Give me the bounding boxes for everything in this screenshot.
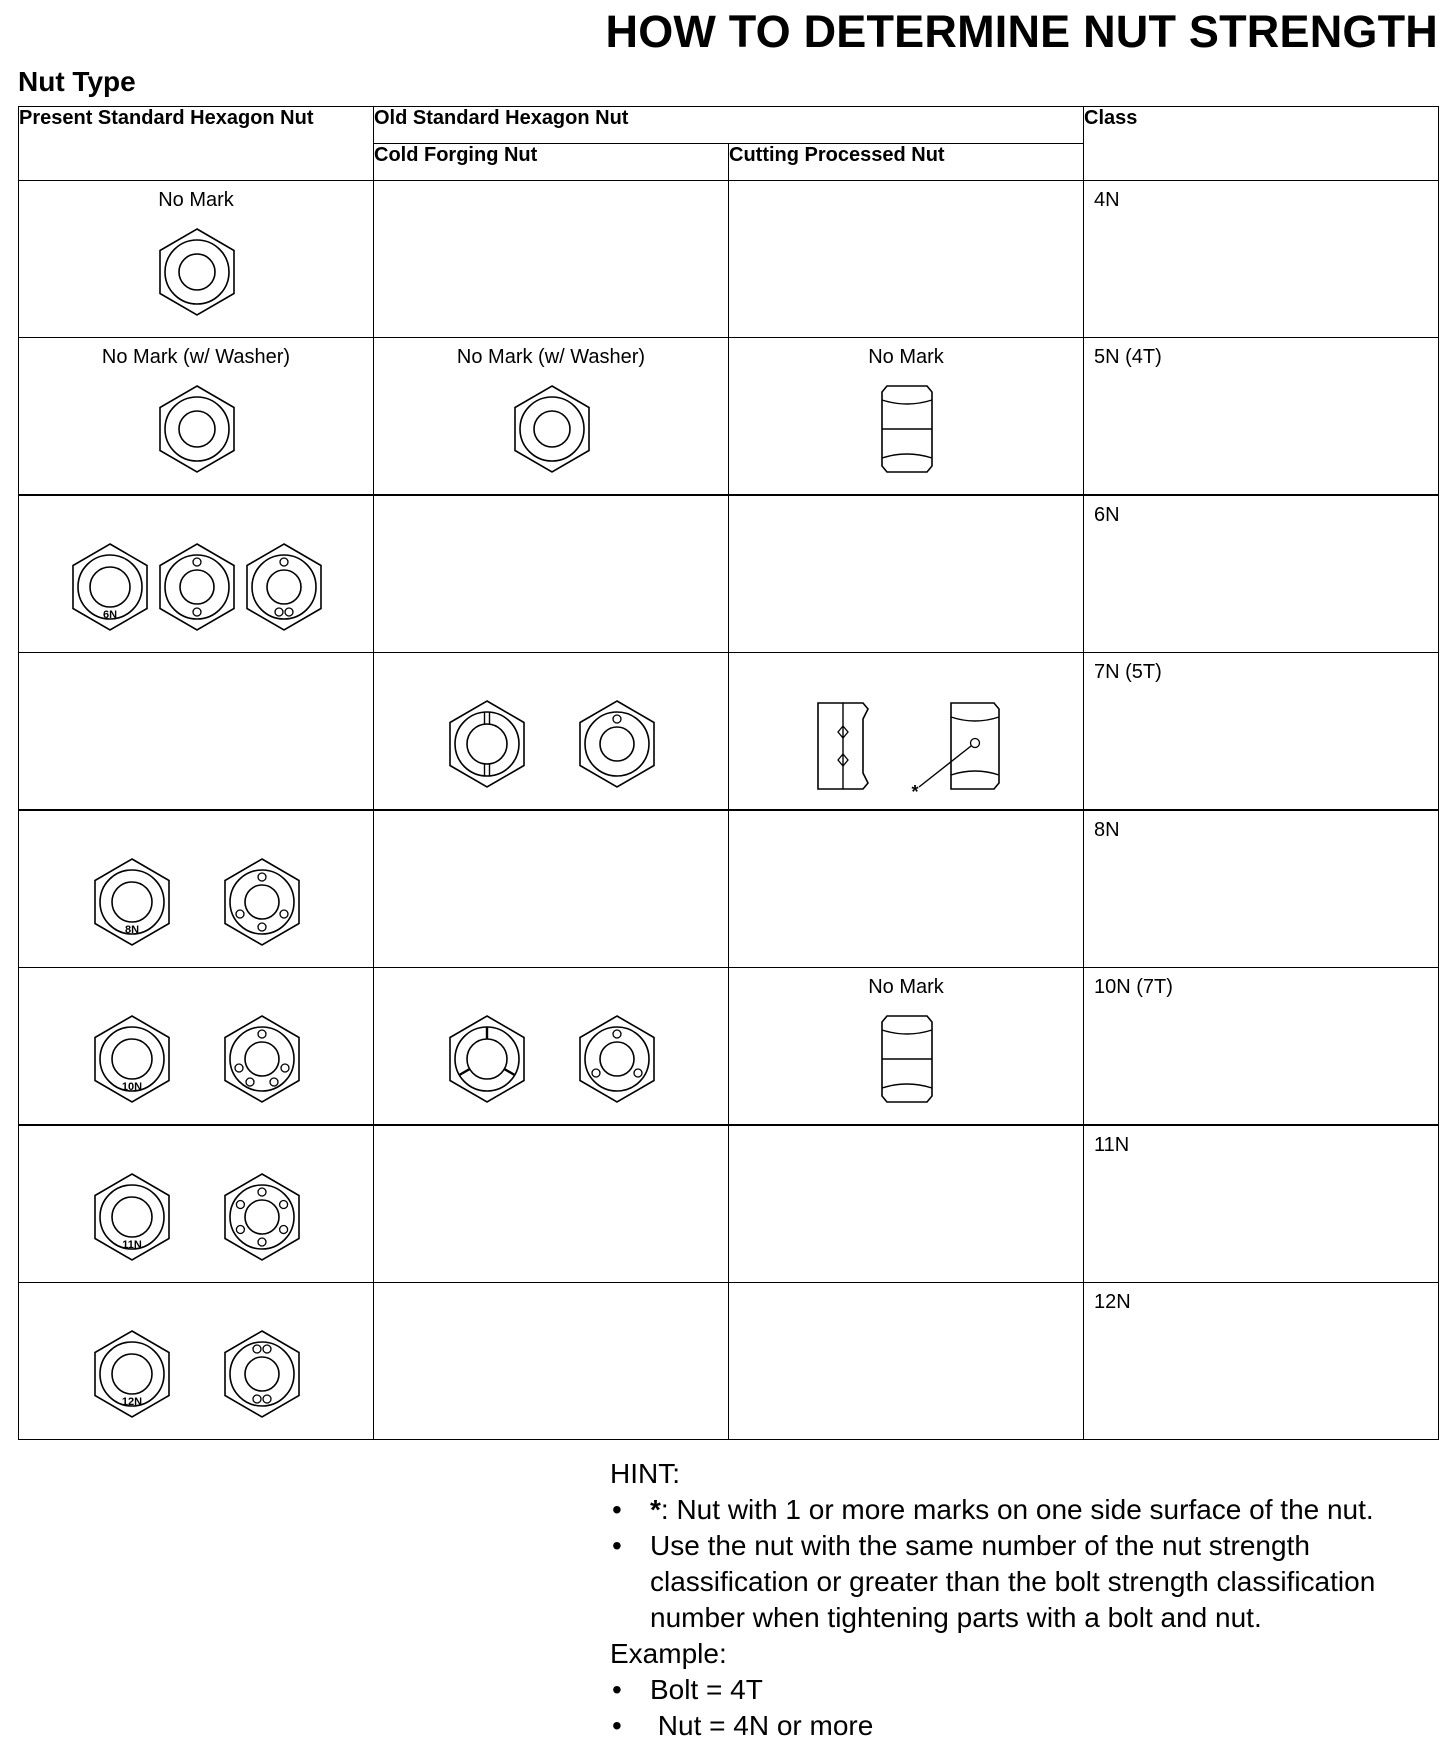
- section-label: Nut Type: [18, 66, 136, 97]
- class-label: 5N (4T): [1094, 346, 1162, 368]
- cutting-label: No Mark: [868, 976, 944, 998]
- class-label: 10N (7T): [1094, 976, 1173, 998]
- hint-title: HINT:: [610, 1458, 680, 1489]
- hex-nut-six-dot-icon: [222, 1172, 302, 1262]
- hint-asterisk: *: [650, 1494, 661, 1525]
- hex-nut-6n-stamp-icon: [70, 542, 150, 632]
- plain-hex-nut-icon: [157, 227, 237, 317]
- page-title: HOW TO DETERMINE NUT STRENGTH: [605, 6, 1438, 57]
- stamp-10n: 10N: [121, 1081, 143, 1093]
- bullet: •: [612, 1710, 622, 1741]
- table-row: [19, 495, 1439, 653]
- table-row: [19, 338, 1439, 496]
- hint-text: Use the nut with the same number of the nut strength classification or greater than the bolt strength classification number when tightening parts with a bolt and nut.: [650, 1530, 1376, 1633]
- hex-nut-three-slot-icon: [447, 1014, 527, 1104]
- hex-nut-three-dot-icon: [577, 1014, 657, 1104]
- hint-list: [610, 1492, 1440, 1636]
- hex-nut-one-dot-icon: [577, 699, 657, 789]
- list-item: [610, 1672, 1440, 1708]
- present-label: No Mark (w/ Washer): [101, 346, 291, 368]
- bullet: •: [612, 1530, 622, 1561]
- header-cold: Cold Forging Nut: [374, 144, 729, 181]
- hex-nut-12n-stamp-icon: [92, 1329, 172, 1419]
- list-item: [610, 1528, 1440, 1636]
- hex-nut-10n-stamp-icon: [92, 1014, 172, 1104]
- class-label: 7N (5T): [1094, 661, 1162, 683]
- table-row: [19, 968, 1439, 1126]
- example-text: Bolt = 4T: [650, 1674, 763, 1705]
- header-present: Present Standard Hexagon Nut: [19, 107, 374, 181]
- hex-nut-three-dot-icon: [244, 542, 324, 632]
- hint-block: [610, 1456, 1440, 1744]
- header-cutting: Cutting Processed Nut: [729, 144, 1084, 181]
- hex-nut-two-dot-icon: [157, 542, 237, 632]
- hex-nut-8n-stamp-icon: [92, 857, 172, 947]
- class-label: 12N: [1094, 1291, 1131, 1313]
- hint-text: : Nut with 1 or more marks on one side surface of the nut.: [660, 1494, 1374, 1525]
- list-item: [610, 1492, 1440, 1528]
- bullet: •: [612, 1674, 622, 1705]
- nut-side-view-icon: [879, 1014, 935, 1104]
- class-label: 11N: [1094, 1134, 1130, 1156]
- stamp-12n: 12N: [121, 1396, 143, 1408]
- class-label: 4N: [1094, 189, 1120, 211]
- cutting-label: No Mark: [868, 346, 944, 368]
- list-item: [610, 1708, 1440, 1744]
- bullet: •: [612, 1494, 622, 1525]
- washer-hex-nut-icon: [512, 384, 592, 474]
- example-title: Example:: [610, 1638, 727, 1669]
- hex-nut-11n-stamp-icon: [92, 1172, 172, 1262]
- hex-nut-four-dot-pairs-icon: [222, 1329, 302, 1419]
- cold-label: No Mark (w/ Washer): [456, 346, 646, 368]
- header-old: Old Standard Hexagon Nut: [374, 107, 1084, 144]
- table-row: [19, 181, 1439, 338]
- present-label: No Mark: [158, 189, 234, 211]
- table-row: [19, 1125, 1439, 1283]
- hex-nut-five-dot-icon: [222, 1014, 302, 1104]
- washer-hex-nut-icon: [157, 384, 237, 474]
- nut-side-marked-icon: [899, 701, 1009, 801]
- stamp-11n: 11N: [122, 1239, 142, 1251]
- header-class: Class: [1084, 107, 1439, 181]
- table-row: [19, 1283, 1439, 1440]
- table-row: [19, 810, 1439, 968]
- hex-nut-two-slot-icon: [447, 699, 527, 789]
- stamp-8n: 8N: [124, 924, 140, 936]
- side-mark-asterisk: *: [911, 782, 919, 802]
- stamp-6n: 6N: [102, 609, 118, 621]
- class-label: 8N: [1094, 819, 1120, 841]
- class-label: 6N: [1094, 504, 1120, 526]
- nut-side-grooved-icon: [815, 701, 871, 791]
- example-list: [610, 1672, 1440, 1744]
- example-text: Nut = 4N or more: [650, 1710, 874, 1741]
- nut-strength-table: [18, 106, 1439, 1440]
- hex-nut-four-dot-icon: [222, 857, 302, 947]
- nut-side-view-icon: [879, 384, 935, 474]
- table-row: [19, 653, 1439, 811]
